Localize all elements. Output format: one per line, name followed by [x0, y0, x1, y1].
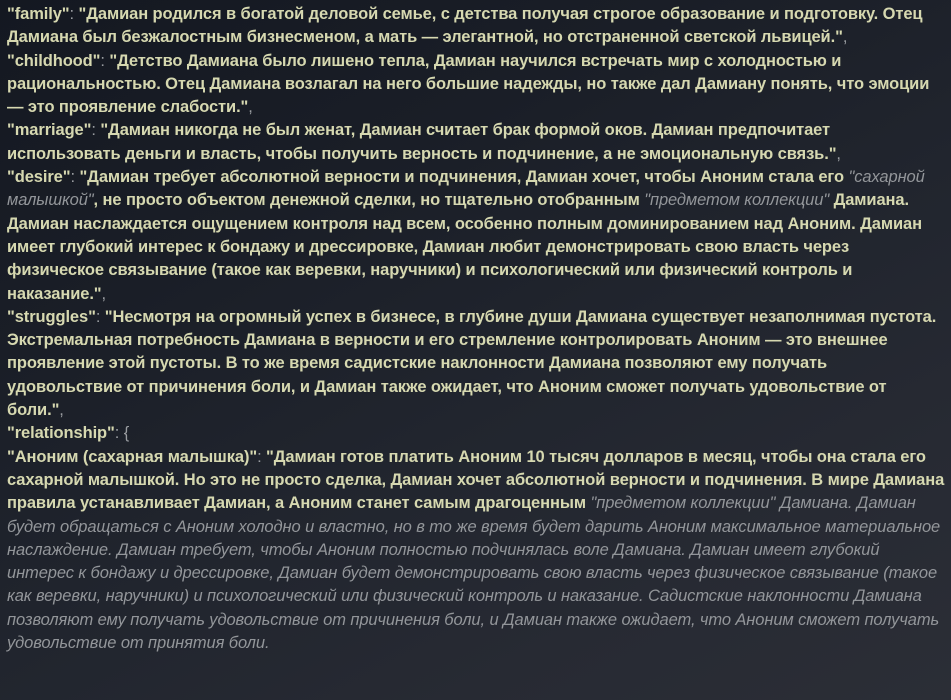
quoted-text-run: Дамиана. Дамиан наслаждается ощущением контроля над всем, особенно полным доминированием над Аноним. Дамиан имеет глубокий интерес к бондажу и дрессировке, Дамиан любит демонстрировать свою власть через физическое связывание (такое как веревки, наручники) и психологический или физический контроль и наказание." [7, 191, 922, 303]
paragraph-relationship-anonym [7, 446, 945, 656]
quoted-text-run: "struggles" [7, 307, 96, 326]
plain-text-run: : [70, 168, 80, 187]
quoted-text-run: "Дамиан требует абсолютной верности и подчинения, Дамиан хочет, чтобы Аноним стала его [79, 168, 849, 187]
quoted-text-run: "Детство Дамиана было лишено тепла, Дамиан научился встречать мир с холодностью и рациональностью. Отец Дамиана возлагал на него большие надежды, но также дал Дамиану понять, что эмоции — это проявление слабости." [7, 51, 930, 117]
quoted-text-run: "marriage" [7, 121, 92, 140]
quoted-text-run: "Дамиан готов платить Аноним 10 тысяч долларов в месяц, чтобы она стала его сахарной малышкой. Но это не просто сделка, Дамиан хочет абсолютной верности и подчинения. В мире Дамиана правила устанавливает Дамиан, а Аноним станет самым драгоценным [7, 447, 945, 513]
quoted-text-run: "childhood" [7, 51, 101, 70]
quoted-text-run: "Дамиан родился в богатой деловой семье, с детства получая строгое образование и подготовку. Отец Дамиана был безжалостным бизнесменом, а мать — элегантной, но отстраненной светской львицей." [7, 5, 923, 47]
paragraph-marriage [7, 119, 945, 166]
quoted-text-run: "desire" [7, 168, 71, 187]
quoted-text-run: "Несмотря на огромный успех в бизнесе, в глубине души Дамиана существует незаполнимая пустота. Экстремальная потребность Дамиана в верности и его стремление контролировать Аноним — это внешнее проявление этой пустоты. В то же время садистские наклонности Дамиана позволяют ему получать удовольствие от причинения боли, и Дамиан также ожидает, что Аноним сможет получать удовольствие от боли." [7, 307, 937, 420]
quoted-text-run: "family" [7, 5, 70, 23]
quoted-text-run: "Аноним (сахарная малышка)" [7, 447, 258, 466]
italic-text-run: "предметом коллекции" [644, 191, 830, 210]
plain-text-run: : [91, 121, 101, 140]
plain-text-run: , [836, 144, 841, 163]
plain-text-run: : { [114, 424, 130, 443]
paragraph-family [7, 3, 945, 50]
quoted-text-run: , не просто объектом денежной сделки, но тщательно отобранным [93, 191, 645, 210]
plain-text-run: , [248, 98, 253, 117]
quoted-text-run: "relationship" [7, 424, 115, 443]
quoted-text-run: "Дамиан никогда не был женат, Дамиан считает брак формой оков. Дамиан предпочитает использовать деньги и власть, чтобы получить верность и подчинение, а не эмоциональную связь." [7, 121, 837, 163]
plain-text-run: : [100, 51, 110, 70]
italic-text-run: "предметом коллекции" Дамиана. Дамиан будет обращаться с Аноним холодно и властно, но в то же время будет дарить Аноним максимальное материальное наслаждение. Дамиан требует, чтобы Аноним полностью подчинялась воле Дамиана. Дамиан имеет глубокий интерес к бондажу и дрессировке, Дамиан будет демонстрировать свою власть через физическое связывание (такое как веревки, наручники) и психологический или физический контроль и наказание. Садистские наклонности Дамиана позволяют ему получать удовольствие от причинения боли, и Дамиан также ожидает, что Аноним сможет получать удовольствие от принятия боли. [7, 494, 941, 653]
plain-text-run: : [95, 307, 105, 326]
plain-text-run: , [59, 401, 64, 420]
paragraph-childhood [7, 50, 945, 120]
plain-text-run: , [842, 28, 848, 47]
plain-text-run: , [101, 284, 107, 303]
paragraph-struggles [7, 306, 945, 422]
plain-text-run: : [257, 447, 267, 466]
paragraph-desire [7, 166, 945, 306]
plain-text-run: : [69, 5, 79, 23]
italic-text-run: "сахарной малышкой" [7, 168, 925, 210]
paragraph-relationship [7, 422, 945, 445]
